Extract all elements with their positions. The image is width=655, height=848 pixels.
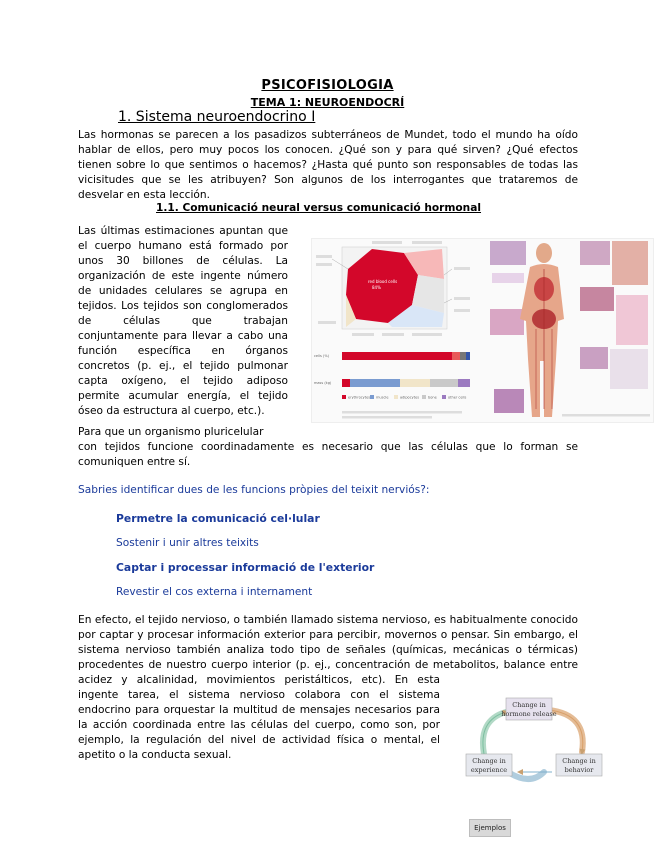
bar-label-cells: cells (%) [314,354,330,358]
text-line: óseo da estructura al cuerpo, etc.). [78,405,265,417]
subsection-heading: 1.1. Comunicació neural versus comunicació hormonal [156,202,482,214]
node-experience-line1: Change in [472,757,506,765]
text-line: ejemplo, la regulación del nivel de actividad física o mental, el [78,734,440,746]
legend-adipocytes: adipocytes [400,395,420,400]
text-line: Para que un organismo pluricelular [78,426,264,438]
page-title: PSICOFISIOLOGIA [261,78,394,93]
text-line: de células que trabajan [78,315,288,327]
node-hormone-release-line2: hormone release [501,710,557,718]
text-line: el cuerpo humano está formado por [78,240,288,252]
text-line: Las últimas estimaciones apuntan que [78,225,288,237]
cell-composition-graphic [312,239,653,422]
page-subtitle: TEMA 1: NEUROENDOCRÍ [250,96,405,109]
text-line: comuniquen entre sí. [78,456,191,468]
text-line: concretos (p. ej., el tejido pulmonar [78,360,288,372]
text-line: por captar y procesar información exterior para percibir, movernos o pensar. Sin embargo, el [78,629,578,641]
node-hormone-release-line1: Change in [512,701,546,709]
legend-bone: bone [428,395,437,400]
text-line: endocrino para orquestar la multitud de mensajes necesarios para [78,704,440,716]
node-experience-line2: experience [470,766,508,774]
legend-erythrocytes: erythrocytes [348,395,371,400]
node-behavior-line2: behavior [564,766,594,774]
hormone-behavior-cycle-diagram [462,690,610,800]
text-line: desvelar en esta lección. [78,189,210,201]
nervous-system-paragraph-cont [78,673,440,763]
legend-other-cells: other cells [448,395,467,400]
svg-text:red blood cells: red blood cells [368,279,398,284]
legend-muscle: muscle [376,395,389,400]
communication-paragraph [78,425,578,470]
text-line: organización de este ingente número [78,270,288,282]
text-line: con tejidos funcione coordinadamente es necesario que las células que lo forman se [78,441,578,453]
cycle-graphic [462,690,610,800]
cell-composition-figure [311,238,654,423]
text-line: la acción coordinada entre las células del cuerpo, como son, por [78,719,440,731]
quiz-option-3[interactable]: Captar i processar informació de l'exterior [116,561,375,574]
svg-text:84%: 84% [372,285,381,290]
nervous-system-paragraph [78,613,578,673]
text-line: acidez y alcalinidad, movimientos peristálticos, etc). En esta [78,674,440,686]
text-line: tejidos. Los tejidos son conglomerados [78,300,288,312]
section-heading: 1. Sistema neuroendocrino I [118,109,316,125]
text-line: unos 30 billones de células. La [78,255,288,267]
quiz-question: Sabries identificar dues de les funcions pròpies del teixit nerviós?: [78,484,430,496]
text-line: tienen sobre lo que sentimos o hacemos? ¿Hasta qué punto son responsables de todas las [78,159,578,171]
text-line: función específica en órganos [78,345,288,357]
text-line: permite acumular energía, el tejido [78,390,288,402]
text-line: En efecto, el tejido nervioso, o también llamado sistema nervioso, es habitualmente conocido [78,614,578,626]
examples-button[interactable]: Ejemplos [469,819,511,837]
text-line: de unidades celulares se agrupa en [78,285,288,297]
text-line: ingente tarea, el sistema nervioso colabora con el sistema [78,689,440,701]
quiz-option-2[interactable]: Sostenir i unir altres teixits [116,537,259,549]
quiz-option-1[interactable]: Permetre la comunicació cel·lular [116,512,320,525]
text-line: Las hormonas se parecen a los pasadizos subterráneos de Mundet, todo el mundo ha oído [78,129,578,141]
text-line: hablar de ellos, pero muy pocos los conocen. ¿Qué son y para qué sirven? ¿Qué efectos [78,144,578,156]
text-line: apetito o la conducta sexual. [78,749,232,761]
text-line: conjuntamente para llevar a cabo una [78,330,288,342]
text-line: sistema nervioso también analiza todo tipo de señales (químicas, mecánicas o térmicas) [78,644,578,656]
quiz-option-4[interactable]: Revestir el cos externa i internament [116,586,313,598]
text-line: procedentes de nuestro cuerpo interior (p. ej., concentración de metabolitos, balance entre [78,659,578,671]
text-line: vicisitudes que se les atribuyen? Son algunos de los interrogantes que trataremos de [78,174,578,186]
text-line: capta oxígeno, el tejido adiposo [78,375,288,387]
bar-label-mass: mass (kg) [314,381,332,385]
cells-paragraph [78,224,288,419]
node-behavior-line1: Change in [562,757,596,765]
intro-paragraph [78,128,578,203]
